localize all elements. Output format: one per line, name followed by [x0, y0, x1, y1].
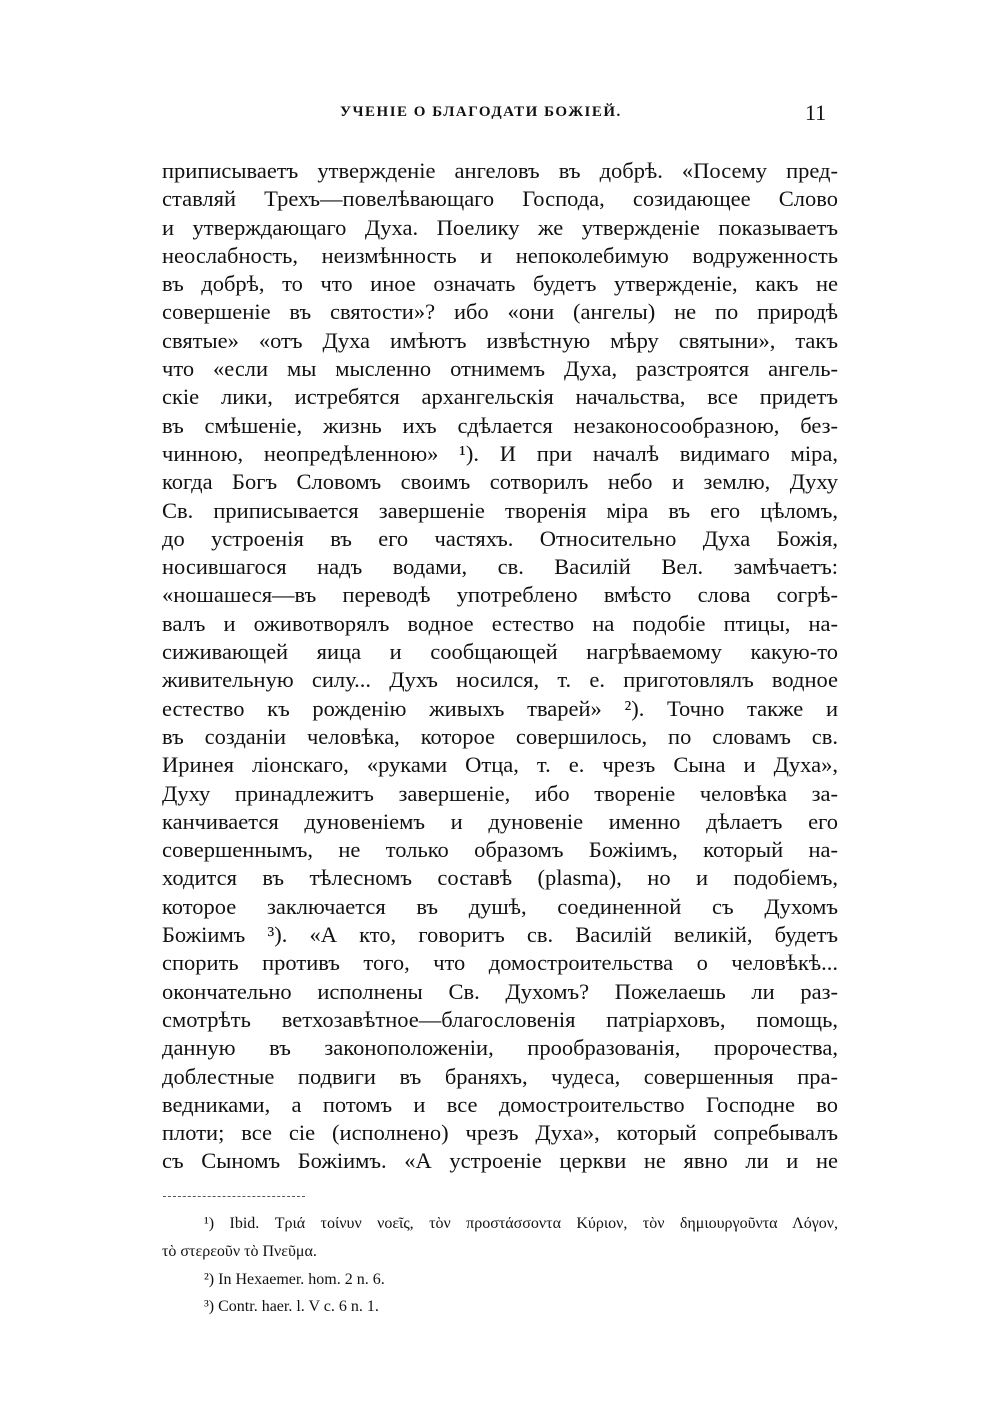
text-line: спорить противъ того, что домостроительства о человѣкѣ...	[162, 950, 838, 976]
text-line: до устроенія въ его частяхъ. Относительно Духа Божія,	[162, 525, 838, 551]
text-line: неослабность, неизмѣнность и непоколебимую водруженность	[162, 242, 838, 268]
text-line: валъ и оживотворялъ водное естество на подобіе птицы, на-	[162, 610, 838, 636]
text-line: и утверждающаго Духа. Поелику же утвержденіе показываетъ	[162, 214, 838, 240]
text-line: которое заключается въ душѣ, соединенной съ Духомъ	[162, 893, 838, 919]
text-line: живительную силу... Духъ носился, т. е. приготовлялъ водное	[162, 667, 838, 693]
footnote-1-line-2: τὸ στερεοῦν τὸ Πνεῦμα.	[162, 1243, 317, 1260]
text-line: приписываетъ утвержденіе ангеловъ въ добрѣ. «Посему пред-	[162, 158, 838, 183]
text-line: совершеніе въ святости»? ибо «они (ангелы) не по природѣ	[162, 299, 838, 325]
text-line: сиживающей яица и сообщающей нагрѣваемому какую-то	[162, 639, 838, 665]
text-line: носившагося надъ водами, св. Василій Вел. замѣчаетъ:	[162, 554, 838, 580]
text-line: доблестные подвиги въ браняхъ, чудеса, совершенныя пра-	[162, 1063, 838, 1089]
text-line: Божіимъ ³). «А кто, говоритъ св. Василій великій, будетъ	[162, 922, 838, 948]
body-text	[162, 157, 838, 1176]
text-line: ставляй Трехъ—повелѣвающаго Господа, созидающее Слово	[162, 186, 838, 212]
text-line: Иринея ліонскаго, «руками Отца, т. е. чрезъ Сына и Духа»,	[162, 752, 838, 778]
running-title: УЧЕНІЕ О БЛАГОДАТИ БОЖІЕЙ.	[340, 104, 622, 120]
text-line: ходится въ тѣлесномъ составѣ (plasma), но и подобіемъ,	[162, 865, 838, 891]
text-line: когда Богъ Словомъ своимъ сотворилъ небо и землю, Духу	[162, 469, 838, 495]
text-line: естество къ рожденію живыхъ тварей» ²). Точно также и	[162, 695, 838, 721]
text-line: въ смѣшеніе, жизнь ихъ сдѣлается незаконосообразною, без-	[162, 412, 838, 438]
text-line: ведниками, а потомъ и все домостроительство Господне во	[162, 1091, 838, 1117]
footnote-1	[162, 1210, 838, 1266]
text-line: окончательно исполнены Св. Духомъ? Пожелаешь ли раз-	[162, 978, 838, 1004]
text-line: что «если мы мысленно отнимемъ Духа, разстроятся ангель-	[162, 356, 838, 382]
text-line: въ созданіи человѣка, которое совершилось, по словамъ св.	[162, 723, 838, 749]
text-line: плоти; все сіе (исполнено) чрезъ Духа», который сопребывалъ	[162, 1120, 838, 1146]
text-line: Св. приписывается завершеніе творенія міра въ его цѣломъ,	[162, 497, 838, 523]
footnote-1-line-1: ¹) Ibid. Τριά τοίνυν νοεῖς, τὸν προστάσσοντα Κύριον, τὸν δημιουργοῦντα Λόγον,	[204, 1215, 838, 1232]
text-line: съ Сыномъ Божіимъ. «А устроеніе церкви не явно ли и не	[162, 1148, 838, 1174]
text-line: канчивается дуновеніемъ и дуновеніе именно дѣлаетъ его	[162, 808, 838, 834]
text-line: данную въ законоположеніи, прообразованія, пророчества,	[162, 1035, 838, 1061]
text-line: святые» «отъ Духа имѣютъ извѣстную мѣру святыни», такъ	[162, 327, 838, 353]
footnote-divider	[163, 1196, 305, 1197]
text-line: смотрѣть ветхозавѣтное—благословенія патріарховъ, помощь,	[162, 1006, 838, 1032]
text-line: «ношашеся—въ переводѣ употреблено вмѣсто слова согрѣ-	[162, 582, 838, 608]
text-line: совершеннымъ, не только образомъ Божіимъ, который на-	[162, 837, 838, 863]
footnote-2: ²) In Hexaemer. hom. 2 n. 6.	[204, 1271, 385, 1288]
text-line: въ добрѣ, то что иное означать будетъ утвержденіе, какъ не	[162, 271, 838, 297]
page-number: 11	[805, 100, 827, 125]
text-line: скіе лики, истребятся архангельскія начальства, все придетъ	[162, 384, 838, 410]
footnote-3: ³) Contr. haer. l. V c. 6 n. 1.	[204, 1298, 379, 1315]
text-line: чинною, неопредѣленною» ¹). И при началѣ видимаго міра,	[162, 440, 838, 466]
text-line: Духу принадлежитъ завершеніе, ибо твореніе человѣка за-	[162, 780, 838, 806]
